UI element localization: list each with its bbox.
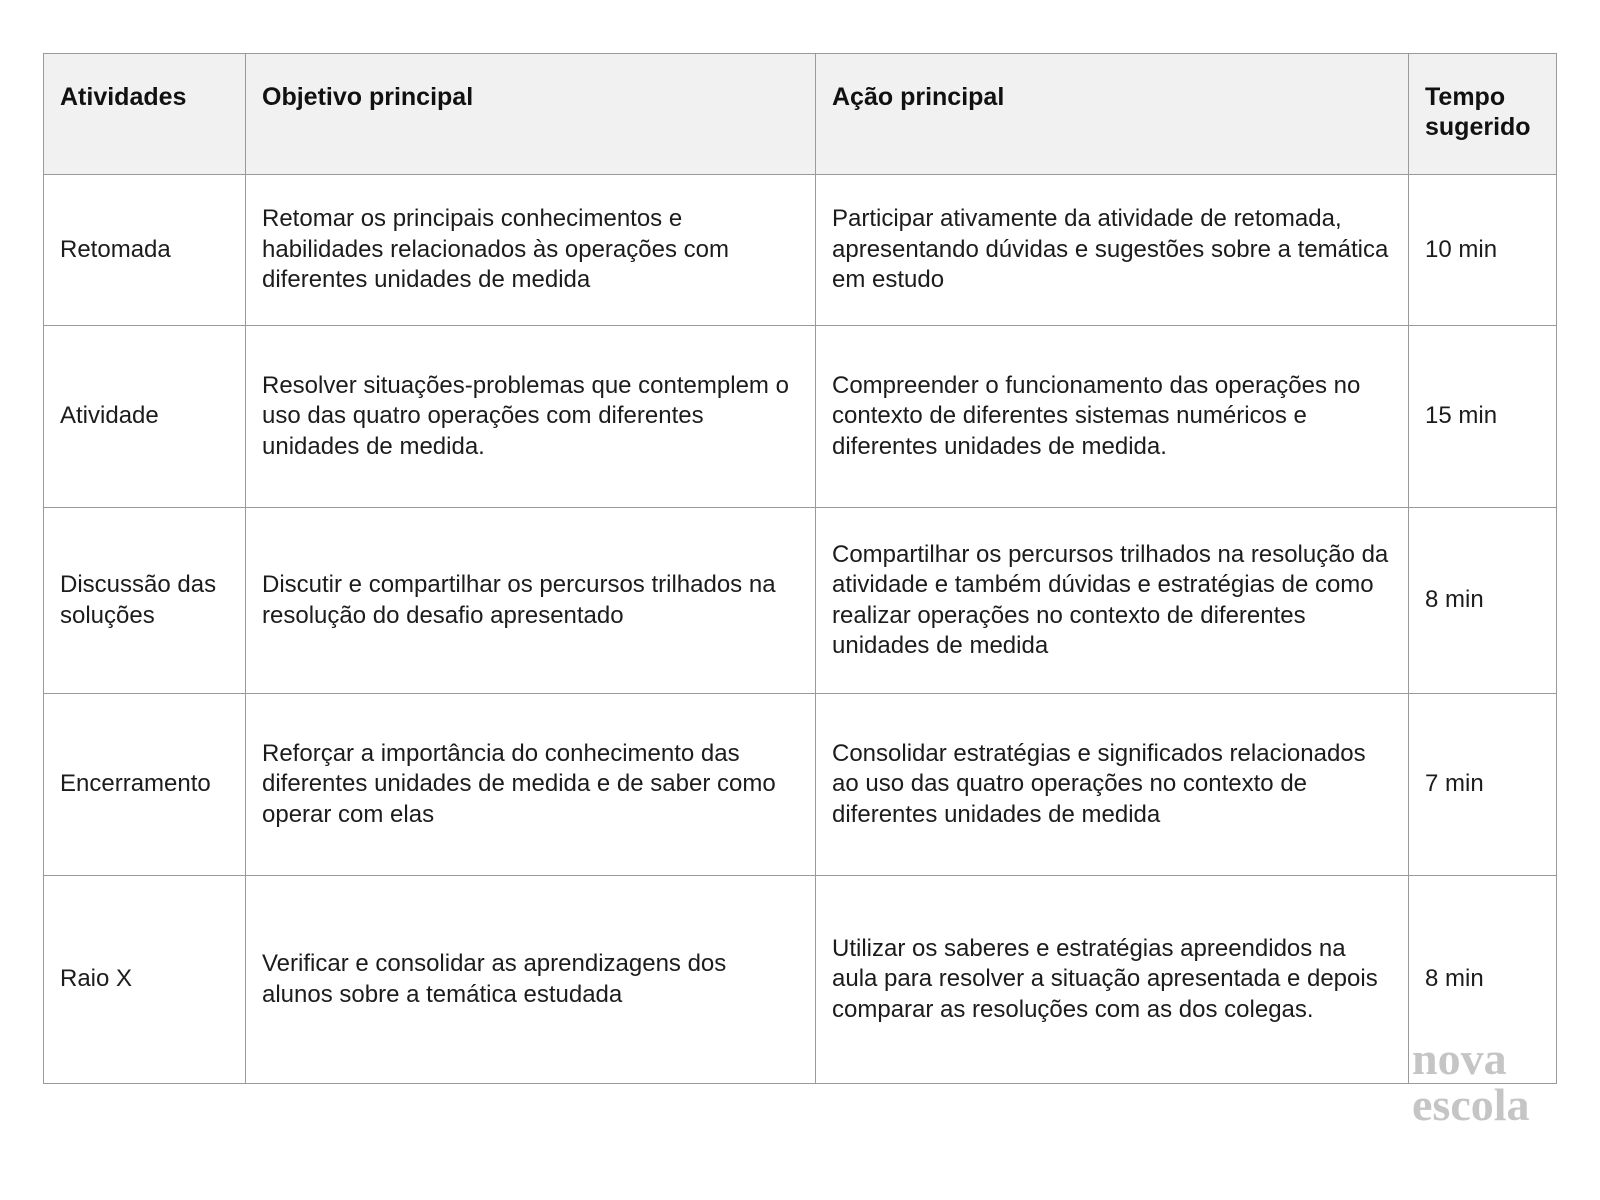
- table-row-discussao-das-solucoes: [44, 508, 1557, 694]
- cell-tempo: 8 min: [1409, 876, 1557, 1084]
- cell-objetivo: Retomar os principais conhecimentos e habilidades relacionados às operações com diferentes unidades de medida: [246, 175, 816, 326]
- cell-objetivo: Discutir e compartilhar os percursos trilhados na resolução do desafio apresentado: [246, 508, 816, 694]
- table-row-atividade: [44, 326, 1557, 508]
- header-tempo-sugerido: Tempo sugerido: [1409, 54, 1557, 175]
- header-objetivo-principal: Objetivo principal: [246, 54, 816, 175]
- cell-objetivo: Reforçar a importância do conhecimento das diferentes unidades de medida e de saber como operar com elas: [246, 694, 816, 876]
- cell-tempo: 8 min: [1409, 508, 1557, 694]
- cell-atividade: Atividade: [44, 326, 246, 508]
- cell-acao: Consolidar estratégias e significados relacionados ao uso das quatro operações no contexto de diferentes unidades de medida: [816, 694, 1409, 876]
- header-acao-principal: Ação principal: [816, 54, 1409, 175]
- cell-acao: Participar ativamente da atividade de retomada, apresentando dúvidas e sugestões sobre a temática em estudo: [816, 175, 1409, 326]
- cell-atividade: Retomada: [44, 175, 246, 326]
- nova-escola-logo-line1: nova: [1412, 1033, 1507, 1084]
- cell-objetivo: Verificar e consolidar as aprendizagens dos alunos sobre a temática estudada: [246, 876, 816, 1084]
- cell-acao: Compartilhar os percursos trilhados na resolução da atividade e também dúvidas e estratégias de como realizar operações no contexto de diferentes unidades de medida: [816, 508, 1409, 694]
- nova-escola-logo: [1412, 1033, 1530, 1130]
- cell-acao: Compreender o funcionamento das operações no contexto de diferentes sistemas numéricos e diferentes unidades de medida.: [816, 326, 1409, 508]
- cell-tempo: 10 min: [1409, 175, 1557, 326]
- cell-tempo: 15 min: [1409, 326, 1557, 508]
- table-row-retomada: [44, 175, 1557, 326]
- table-row-raio-x: [44, 876, 1557, 1084]
- cell-tempo: 7 min: [1409, 694, 1557, 876]
- cell-atividade: Raio X: [44, 876, 246, 1084]
- cell-acao: Utilizar os saberes e estratégias apreendidos na aula para resolver a situação apresentada e depois comparar as resoluções com as dos colegas.: [816, 876, 1409, 1084]
- activities-table: [43, 53, 1557, 1084]
- nova-escola-logo-line2: escola: [1412, 1079, 1530, 1130]
- cell-atividade: Encerramento: [44, 694, 246, 876]
- header-atividades: Atividades: [44, 54, 246, 175]
- table-row-encerramento: [44, 694, 1557, 876]
- table-header-row: [44, 54, 1557, 175]
- cell-objetivo: Resolver situações-problemas que contemplem o uso das quatro operações com diferentes unidades de medida.: [246, 326, 816, 508]
- cell-atividade: Discussão das soluções: [44, 508, 246, 694]
